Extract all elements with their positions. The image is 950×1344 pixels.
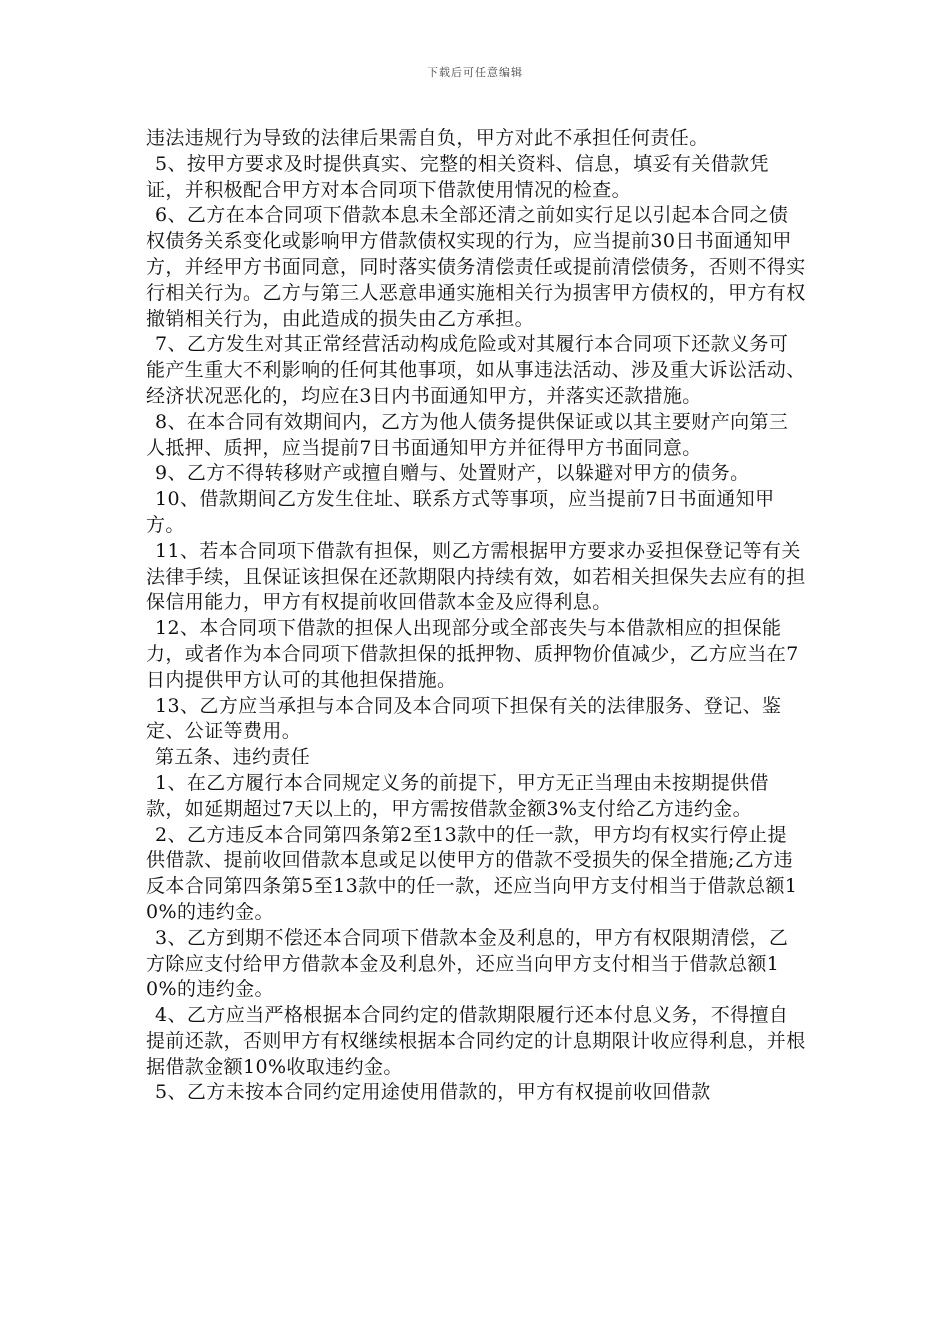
page-header: 下载后可任意编辑 [427, 66, 523, 79]
document-body [146, 126, 806, 1106]
clause-6: 6、乙方在本合同项下借款本息未全部还清之前如实行足以引起本合同之债权债务关系变化或影响甲方借款债权实现的行为，应当提前30日书面通知甲方，并经甲方书面同意，同时落实债务清偿责任或提前清偿债务，否则不得实行相关行为。乙方与第三人恶意串通实施相关行为损害甲方债权的，甲方有权撤销相关行为，由此造成的损失由乙方承担。 [146, 204, 806, 330]
clause-12: 12、本合同项下借款的担保人出现部分或全部丧失与本借款相应的担保能力，或者作为本合同项下借款担保的抵押物、质押物价值减少，乙方应当在7日内提供甲方认可的其他担保措施。 [146, 617, 799, 691]
liability-clause-1: 1、在乙方履行本合同规定义务的前提下，甲方无正当理由未按期提供借款，如延期超过7天以上的，甲方需按借款金额3%支付给乙方违约金。 [146, 771, 769, 820]
liability-clause-3: 3、乙方到期不偿还本合同项下借款本金及利息的，甲方有权限期清偿，乙方除应支付给甲方借款本金及利息外，还应当向甲方支付相当于借款总额10%的违约金。 [146, 926, 789, 1001]
clause-5: 5、按甲方要求及时提供真实、完整的相关资料、信息，填妥有关借款凭证，并积极配合甲方对本合同项下借款使用情况的检查。 [146, 152, 769, 201]
clause-8: 8、在本合同有效期间内，乙方为他人债务提供保证或以其主要财产向第三人抵押、质押，应当提前7日书面通知甲方并征得甲方书面同意。 [146, 410, 789, 459]
clause-9: 9、乙方不得转移财产或擅自赠与、处置财产，以躲避对甲方的债务。 [155, 462, 750, 485]
liability-clause-2: 2、乙方违反本合同第四条第2至13款中的任一款，甲方均有权实行停止提供借款、提前收回借款本息或足以使甲方的借款不受损失的保全措施;乙方违反本合同第四条第5至13款中的任一款，还应当向甲方支付相当于借款总额10%的违约金。 [146, 823, 798, 923]
section-heading-article-5: 第五条、违约责任 [155, 746, 311, 769]
liability-clause-5: 5、乙方未按本合同约定用途使用借款的，甲方有权提前收回借款 [155, 1081, 711, 1104]
clause-13: 13、乙方应当承担与本合同及本合同项下担保有关的法律服务、登记、鉴定、公证等费用。 [146, 694, 782, 743]
liability-clause-4: 4、乙方应当严格根据本合同约定的借款期限履行还本付息义务，不得擅自提前还款，否则甲方有权继续根据本合同约定的计息期限计收应得利息，并根据借款金额10%收取违约金。 [146, 1004, 806, 1078]
clause-10: 10、借款期间乙方发生住址、联系方式等事项，应当提前7日书面通知甲方。 [146, 488, 775, 536]
clause-11: 11、若本合同项下借款有担保，则乙方需根据甲方要求办妥担保登记等有关法律手续，且保证该担保在还款期限内持续有效，如若相关担保失去应有的担保信用能力，甲方有权提前收回借款本金及应得利息。 [146, 539, 806, 614]
clause-7: 7、乙方发生对其正常经营活动构成危险或对其履行本合同项下还款义务可能产生重大不利影响的任何其他事项，如从事违法活动、涉及重大诉讼活动、经济状况恶化的，均应在3日内书面通知甲方，并落实还款措施。 [146, 333, 806, 407]
paragraph-continuation: 违法违规行为导致的法律后果需自负，甲方对此不承担任何责任。 [146, 127, 709, 149]
